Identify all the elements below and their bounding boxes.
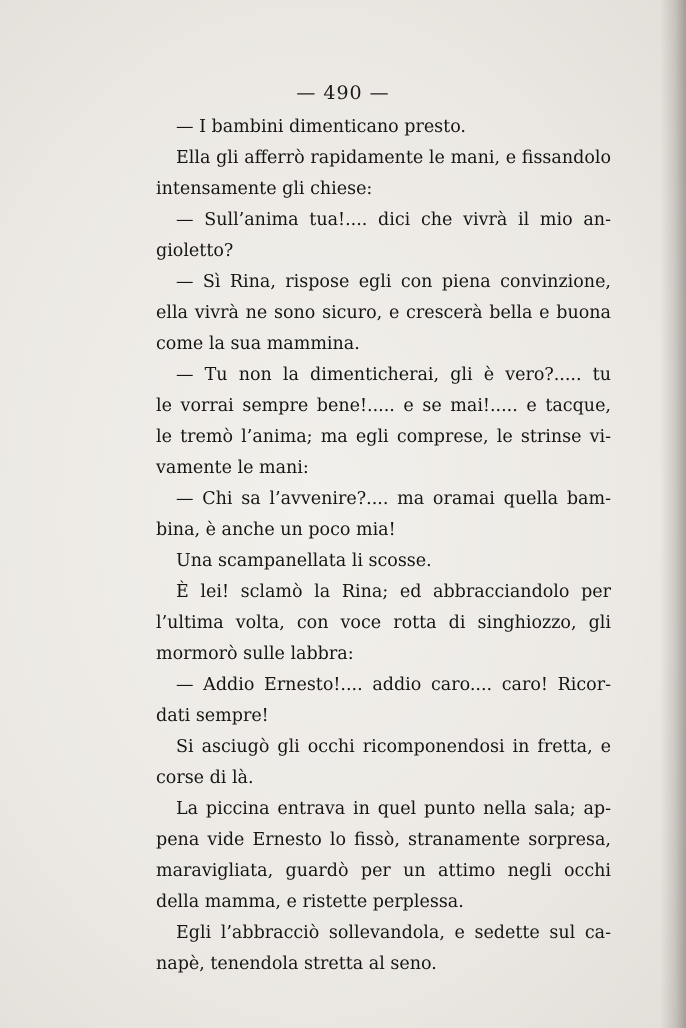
text-line: bina, è anche un poco mia! (156, 520, 396, 540)
text-line: maravigliata, guardò per un attimo negli occhi (156, 861, 611, 881)
text-line: intensamente gli chiese: (156, 179, 373, 199)
text-line: La piccina entrava in quel punto nella sala; ap- (176, 799, 611, 819)
text-line: — Sull’anima tua!.... dici che vivrà il mio an- (176, 210, 611, 230)
page-edge-shadow (660, 0, 686, 1028)
text-line: — Tu non la dimenticherai, gli è vero?..... tu (176, 365, 611, 385)
text-line: ella vivrà ne sono sicuro, e crescerà bella e buona (156, 303, 611, 323)
text-line: Una scampanellata li scosse. (176, 551, 432, 571)
text-line: gioletto? (156, 241, 234, 261)
text-line: mormorò sulle labbra: (156, 644, 354, 664)
text-line: le vorrai sempre bene!..... e se mai!..... e tacque, (156, 396, 611, 416)
text-line: come la sua mammina. (156, 334, 360, 354)
text-line: Egli l’abbracciò sollevandola, e sedette sul ca- (176, 923, 611, 943)
text-line: pena vide Ernesto lo fissò, stranamente sorpresa, (156, 830, 611, 850)
text-line: — Sì Rina, rispose egli con piena convinzione, (176, 272, 611, 292)
text-line: l’ultima volta, con voce rotta di singhiozzo, gli (156, 613, 611, 633)
text-line: napè, tenendola stretta al seno. (156, 954, 437, 974)
text-line: — Chi sa l’avvenire?.... ma oramai quella bam- (176, 489, 611, 509)
text-line: Si asciugò gli occhi ricomponendosi in fretta, e (176, 737, 611, 757)
text-line: Ella gli afferrò rapidamente le mani, e fissandolo (176, 148, 611, 168)
text-line: della mamma, e ristette perplessa. (156, 892, 464, 912)
text-line: dati sempre! (156, 706, 269, 726)
text-line: — Addio Ernesto!.... addio caro.... caro! Ricor- (176, 675, 611, 695)
text-line: le tremò l’anima; ma egli comprese, le strinse vi- (156, 427, 611, 447)
page-number: — 490 — (296, 82, 390, 104)
text-line: corse di là. (156, 768, 254, 788)
text-line: È lei! sclamò la Rina; ed abbracciandolo per (176, 582, 611, 602)
text-line: vamente le mani: (156, 458, 309, 478)
text-line: — I bambini dimenticano presto. (176, 117, 466, 137)
body-text (156, 112, 611, 980)
